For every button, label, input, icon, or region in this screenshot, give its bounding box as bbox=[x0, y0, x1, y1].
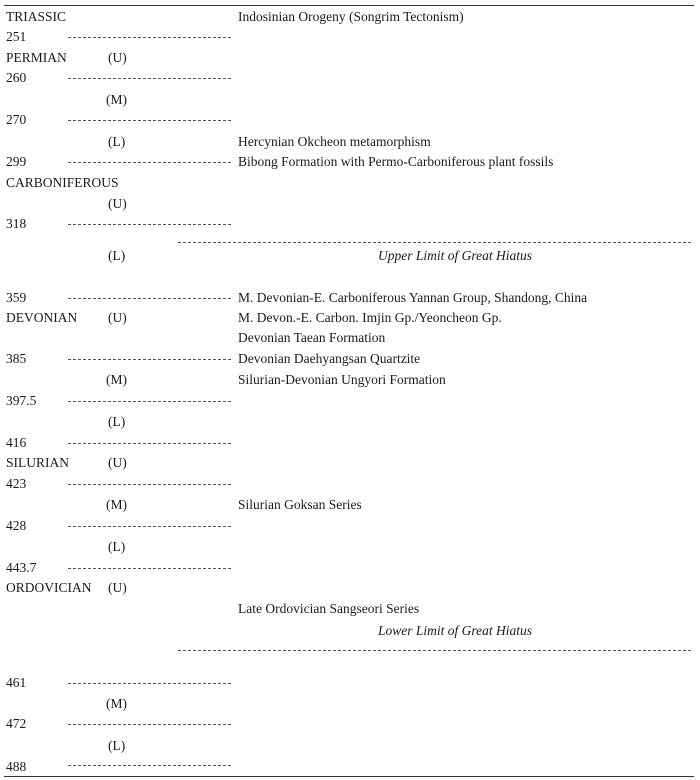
lower-hiatus-line bbox=[178, 650, 691, 651]
event-yannan-group: M. Devonian-E. Carboniferous Yannan Group, Shandong, China bbox=[238, 290, 588, 305]
boundary-dash bbox=[68, 401, 231, 402]
upper-limit-great-hiatus: Upper Limit of Great Hiatus bbox=[378, 248, 533, 263]
period-silurian: SILURIAN bbox=[6, 455, 69, 470]
subdivision-upper: (U) bbox=[108, 50, 127, 65]
boundary-dash bbox=[68, 443, 231, 444]
subdivision-middle: (M) bbox=[106, 497, 127, 512]
event-sangseori-series: Late Ordovician Sangseori Series bbox=[238, 601, 420, 616]
boundary-dash bbox=[68, 120, 231, 121]
boundary-dash bbox=[68, 78, 231, 79]
period-carboniferous: CARBONIFEROUS bbox=[6, 175, 119, 190]
boundary-dash bbox=[68, 683, 231, 684]
age-461: 461 bbox=[6, 675, 27, 690]
age-443-7: 443.7 bbox=[6, 560, 37, 575]
top-rule bbox=[4, 5, 694, 6]
age-428: 428 bbox=[6, 518, 27, 533]
event-imjin-yeoncheon: M. Devon.-E. Carbon. Imjin Gp./Yeoncheon Gp. bbox=[238, 310, 502, 325]
subdivision-lower: (L) bbox=[108, 414, 126, 429]
event-goksan-series: Silurian Goksan Series bbox=[238, 497, 362, 512]
boundary-dash bbox=[68, 526, 231, 527]
lower-limit-great-hiatus: Lower Limit of Great Hiatus bbox=[378, 623, 533, 638]
age-416: 416 bbox=[6, 435, 27, 450]
bottom-rule bbox=[4, 776, 694, 777]
age-385: 385 bbox=[6, 351, 27, 366]
boundary-dash bbox=[68, 298, 231, 299]
event-indosinian-orogeny: Indosinian Orogeny (Songrim Tectonism) bbox=[238, 9, 464, 24]
period-ordovician: ORDOVICIAN bbox=[6, 580, 92, 595]
upper-hiatus-line bbox=[178, 242, 691, 243]
boundary-dash bbox=[68, 724, 231, 725]
subdivision-upper: (U) bbox=[108, 455, 127, 470]
boundary-dash bbox=[68, 484, 231, 485]
subdivision-upper: (U) bbox=[108, 196, 127, 211]
boundary-dash bbox=[68, 568, 231, 569]
subdivision-lower: (L) bbox=[108, 248, 126, 263]
boundary-dash bbox=[68, 359, 231, 360]
period-triassic: TRIASSIC bbox=[6, 9, 67, 24]
event-ungyori-formation: Silurian-Devonian Ungyori Formation bbox=[238, 372, 446, 387]
age-260: 260 bbox=[6, 70, 27, 85]
event-hercynian-okcheon: Hercynian Okcheon metamorphism bbox=[238, 134, 431, 149]
subdivision-upper: (U) bbox=[108, 580, 127, 595]
event-bibong-formation: Bibong Formation with Permo-Carboniferous plant fossils bbox=[238, 154, 554, 169]
age-270: 270 bbox=[6, 112, 27, 127]
event-taean-formation: Devonian Taean Formation bbox=[238, 330, 386, 345]
event-daehyangsan-quartzite: Devonian Daehyangsan Quartzite bbox=[238, 351, 421, 366]
boundary-dash bbox=[68, 162, 231, 163]
age-488: 488 bbox=[6, 759, 27, 774]
subdivision-lower: (L) bbox=[108, 738, 126, 753]
age-397-5: 397.5 bbox=[6, 393, 37, 408]
boundary-dash bbox=[68, 765, 231, 766]
subdivision-middle: (M) bbox=[106, 696, 127, 711]
age-472: 472 bbox=[6, 716, 27, 731]
period-permian: PERMIAN bbox=[6, 50, 67, 65]
subdivision-upper: (U) bbox=[108, 310, 127, 325]
boundary-dash bbox=[68, 224, 231, 225]
age-299: 299 bbox=[6, 154, 27, 169]
age-318: 318 bbox=[6, 216, 27, 231]
subdivision-middle: (M) bbox=[106, 372, 127, 387]
age-251: 251 bbox=[6, 29, 27, 44]
subdivision-middle: (M) bbox=[106, 92, 127, 107]
age-359: 359 bbox=[6, 290, 27, 305]
subdivision-lower: (L) bbox=[108, 539, 126, 554]
boundary-dash bbox=[68, 37, 231, 38]
period-devonian: DEVONIAN bbox=[6, 310, 78, 325]
age-423: 423 bbox=[6, 476, 27, 491]
subdivision-lower: (L) bbox=[108, 134, 126, 149]
